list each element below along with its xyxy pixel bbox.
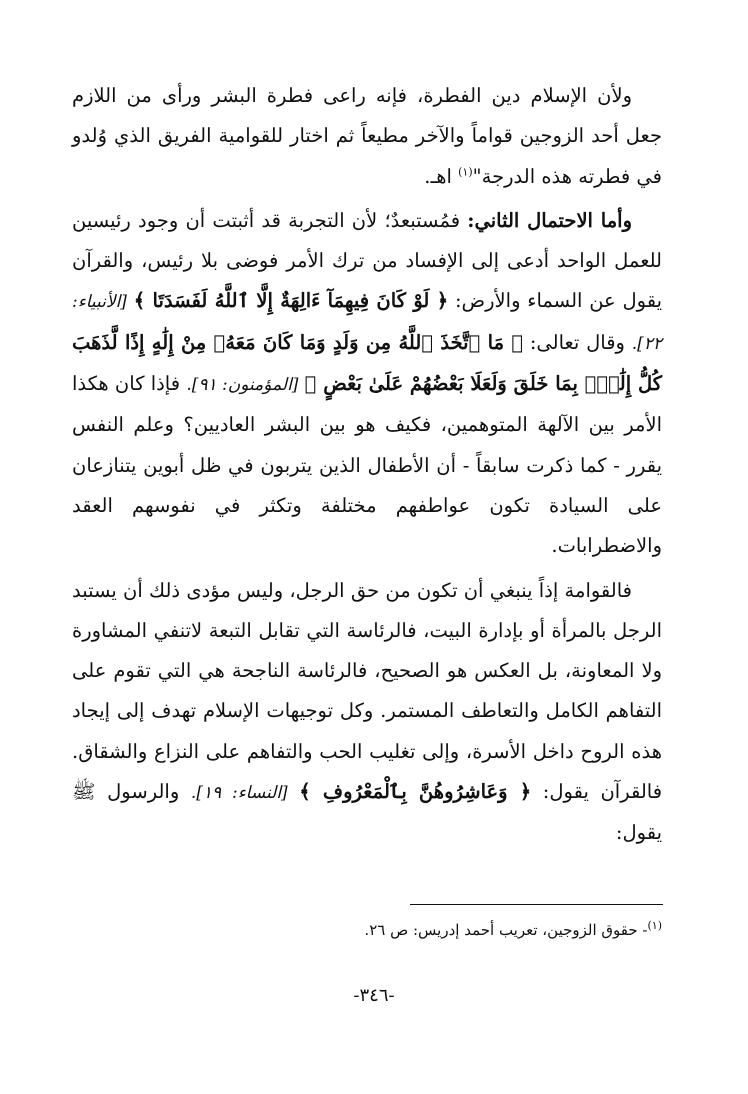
footnote-text: - حقوق الزوجين، تعريب أحمد إدريس: ص ٢٦.	[364, 921, 648, 939]
paragraph-3-text-2: والرسول ﷺ يقول:	[72, 780, 662, 845]
paragraph-2	[72, 201, 662, 567]
footnote	[72, 921, 662, 939]
paragraph-3-text-1: فالقوامة إذاً ينبغي أن تكون من حق الرجل، وليس مؤدى ذلك أن يستبد الرجل بالمرأة أو بإدارة البيت، فالرئاسة التي تقابل التبعة لاتنفي المشاورة ولا المعاونة، بل العكس هو الصحيح، فالرئاسة الناجحة هي التي تقوم على التفاهم الكامل والتعاطف المستمر. وكل توجيهات الإسلام تهدف إلى إيجاد هذه الروح داخل الأسرة، وإلى تغليب الحب والتفاهم على النزاع والشقاق. فالقرآن يقول:	[72, 578, 663, 804]
quran-verse-3: ﴿ وَعَاشِرُوهُنَّ بِٱلْمَعْرُوفِ ﴾	[299, 780, 532, 804]
verse-reference-2: [المؤمنون: ٩١].	[186, 375, 299, 396]
paragraph-1-text: ولأن الإسلام دين الفطرة، فإنه راعى فطرة البشر ورأى من اللازم جعل أحد الزوجين قواماً والآخر مطيعاً ثم اختار للقوامية الفريق الذي وُلدو في فطرته هذه الدرجة"	[72, 84, 662, 188]
page-number: -٣٤٦-	[353, 985, 395, 1006]
paragraph-2-text-3: فإذا كان هكذا الأمر بين الآلهة المتوهمين، فكيف هو بين البشر العاديين؟ وعلم النفس يقرر - كما ذكرت سابقاً - أن الأطفال الذين يتربون في ظل أبوين يتنازعان على السيادة تكون عواطفهم مختلفة وتكثر في نفوسهم العقد والاضطرابات.	[72, 372, 662, 558]
section-term: وأما الاحتمال الثاني:	[467, 208, 632, 232]
paragraph-1-tail: اهـ.	[424, 164, 452, 188]
footnote-reference: (١)	[458, 165, 473, 179]
main-text	[72, 76, 662, 854]
quran-verse-2: ﴿ مَا ٱتَّخَذَ ٱللَّهُ مِن وَلَدٍ وَمَا كَانَ مَعَهُۥ مِنْ إِلَٰهٍ إِذًا لَّذَهَبَ كُلُّ إِلَٰهٍۭ بِمَا خَلَقَ وَلَعَلَا بَعْضُهُمْ عَلَىٰ بَعْضٍ ﴾	[72, 330, 663, 396]
paragraph-1	[72, 76, 662, 197]
quran-verse-1: ﴿ لَوْ كَانَ فِيهِمَآ ءَالِهَةٌ إِلَّا ٱللَّهُ لَفَسَدَتَا ﴾	[133, 289, 449, 313]
verse-reference-3: [النساء: ١٩].	[190, 783, 288, 804]
footnote-marker: (١)	[647, 919, 662, 932]
footnote-divider	[410, 904, 663, 905]
paragraph-2-text-2: وقال تعالى:	[529, 330, 625, 354]
verse-reference-1: [الأنبياء: ٢٢].	[72, 292, 663, 354]
paragraph-3	[72, 571, 662, 854]
paragraph-2-text-1: فمُستبعدٌ؛ لأن التجربة قد أثبتت أن وجود رئيسين للعمل الواحد أدعى إلى الإفساد من ترك الأمر فوضى بلا رئيس، والقرآن يقول عن السماء والأرض:	[72, 208, 663, 313]
